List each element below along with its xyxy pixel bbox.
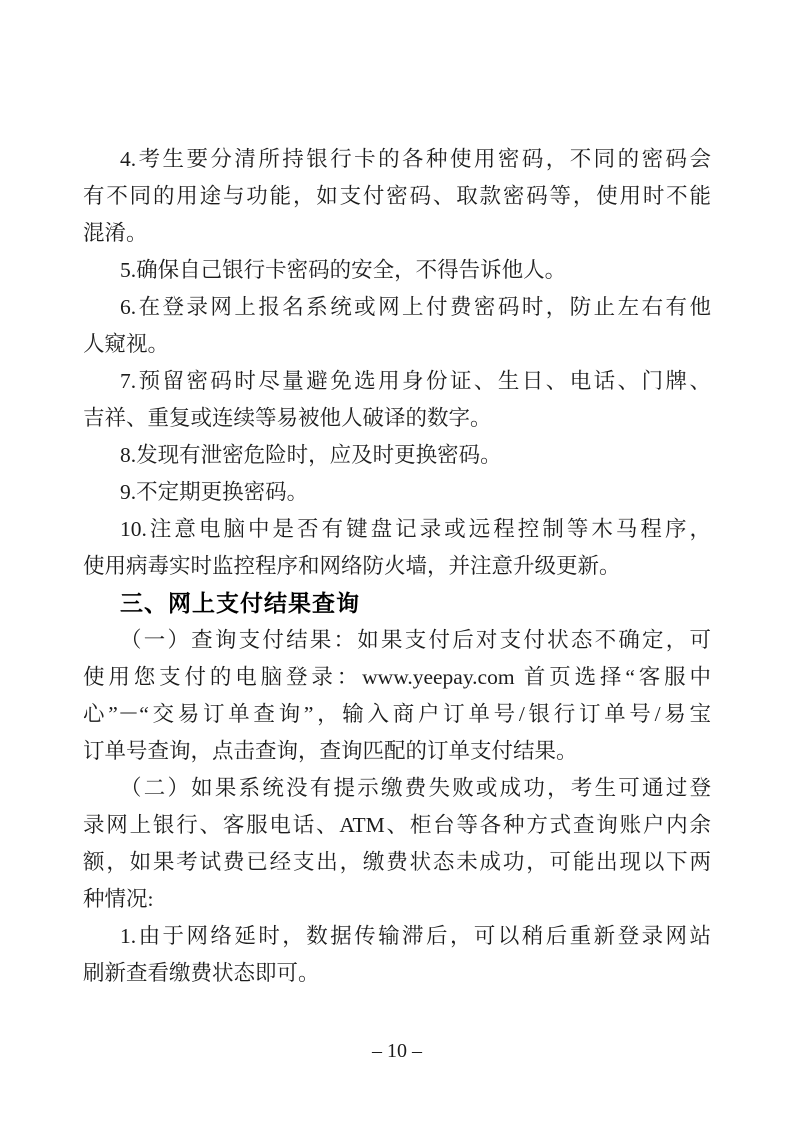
paragraph-line: （一）查询支付结果：如果支付后对支付状态不确定，可 [120,628,711,652]
section-heading: 三、网上支付结果查询 [120,590,360,616]
paragraph-line: 混淆。 [83,221,148,245]
paragraph-line: 有不同的用途与功能，如支付密码、取款密码等，使用时不能 [83,184,711,208]
paragraph-line: 订单号查询，点击查询，查询匹配的订单支付结果。 [83,739,578,763]
paragraph-line: 10.注意电脑中是否有键盘记录或远程控制等木马程序， [120,517,711,541]
paragraph-line: 刷新查看缴费状态即可。 [83,961,320,985]
paragraph-line: 7.预留密码时尽量避免选用身份证、生日、电话、门牌、 [120,369,711,393]
paragraph-line: 种情况: [83,887,154,911]
paragraph-line: 6.在登录网上报名系统或网上付费密码时，防止左右有他 [120,295,711,319]
paragraph-line: 录网上银行、客服电话、ATM、柜台等各种方式查询账户内余 [83,813,711,837]
paragraph-line: 额，如果考试费已经支出，缴费状态未成功，可能出现以下两 [83,850,711,874]
paragraph-line: 心”－“交易订单查询”，输入商户订单号/银行订单号/易宝 [83,702,711,726]
paragraph-line: 使用病毒实时监控程序和网络防火墙，并注意升级更新。 [83,554,621,578]
paragraph-line: 1.由于网络延时，数据传输滞后，可以稍后重新登录网站 [120,924,711,948]
document-body [83,141,711,992]
paragraph-line: 9.不定期更换密码。 [120,480,309,504]
paragraph-line: 5.确保自己银行卡密码的安全，不得告诉他人。 [120,258,567,282]
paragraph-line: 吉祥、重复或连续等易被他人破译的数字。 [83,406,492,430]
paragraph-line: 人窥视。 [83,332,170,356]
paragraph-line: 使用您支付的电脑登录：www.yeepay.com 首页选择“客服中 [83,665,711,689]
paragraph-line: 8.发现有泄密危险时，应及时更换密码。 [120,443,502,467]
paragraph-line: （二）如果系统没有提示缴费失败或成功，考生可通过登 [120,776,711,800]
paragraph-line: 4.考生要分清所持银行卡的各种使用密码，不同的密码会 [120,147,711,171]
page-number: – 10 – [372,1040,422,1062]
